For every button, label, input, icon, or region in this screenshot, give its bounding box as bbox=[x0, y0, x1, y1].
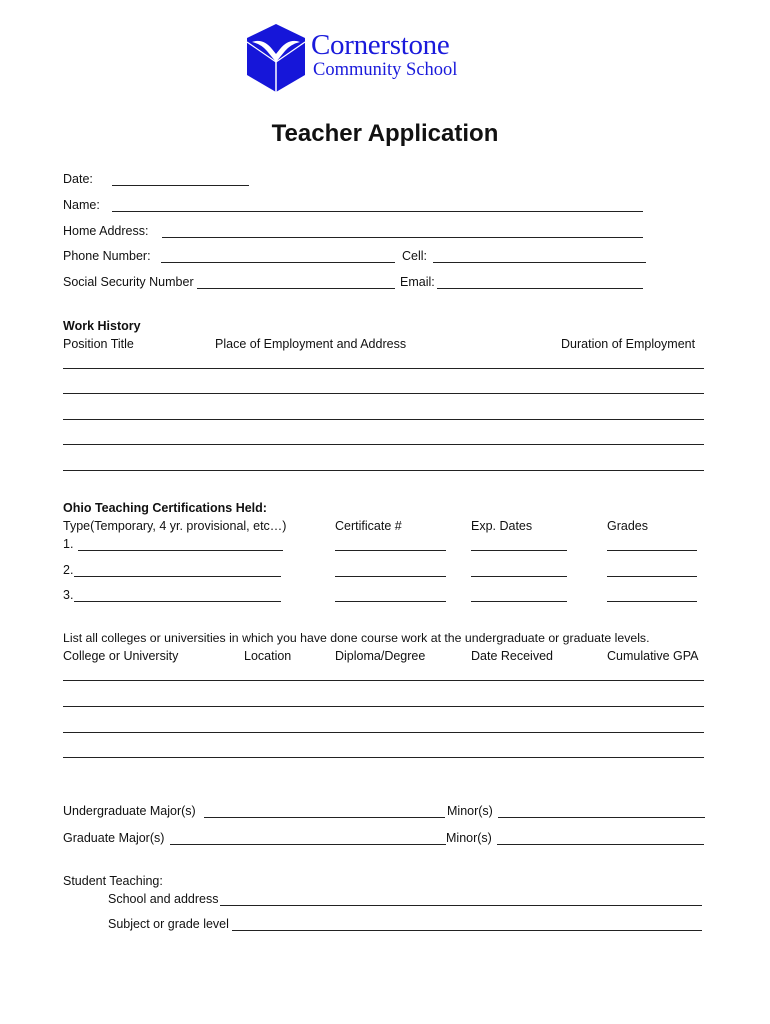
work-history-heading: Work History bbox=[63, 319, 141, 333]
home-address-label: Home Address: bbox=[63, 224, 149, 238]
cert-type-field[interactable] bbox=[74, 601, 281, 602]
cell-label: Cell: bbox=[402, 249, 428, 263]
work-history-line[interactable] bbox=[63, 419, 704, 420]
logo-name-line2: Community School bbox=[313, 60, 458, 80]
undergrad-major-label: Undergraduate Major(s) bbox=[63, 804, 196, 818]
grad-minor-field[interactable] bbox=[497, 844, 704, 845]
cert-grades-field[interactable] bbox=[607, 601, 697, 602]
grad-major-field[interactable] bbox=[170, 844, 446, 845]
column-header: Date Received bbox=[471, 649, 553, 663]
column-header: Location bbox=[244, 649, 292, 663]
cert-grades-field[interactable] bbox=[607, 550, 697, 551]
column-header: Place of Employment and Address bbox=[215, 337, 407, 351]
student-teaching-heading: Student Teaching: bbox=[63, 874, 163, 888]
ssn-label: Social Security Number bbox=[63, 275, 194, 289]
phone-field[interactable] bbox=[161, 262, 395, 263]
date-label: Date: bbox=[63, 172, 93, 186]
work-history-line[interactable] bbox=[63, 470, 704, 471]
page-title: Teacher Application bbox=[271, 120, 499, 147]
education-line[interactable] bbox=[63, 757, 704, 758]
cert-exp-field[interactable] bbox=[471, 576, 567, 577]
cube-logo-icon bbox=[247, 24, 305, 92]
undergrad-major-field[interactable] bbox=[204, 817, 445, 818]
certifications-heading: Ohio Teaching Certifications Held: bbox=[63, 501, 267, 515]
grad-minor-label: Minor(s) bbox=[446, 831, 492, 845]
logo-name-line1: Cornerstone bbox=[311, 29, 450, 61]
email-label: Email: bbox=[400, 275, 435, 289]
education-line[interactable] bbox=[63, 680, 704, 681]
cert-exp-field[interactable] bbox=[471, 550, 567, 551]
column-header: Position Title bbox=[63, 337, 134, 351]
work-history-line[interactable] bbox=[63, 368, 704, 369]
grad-major-label: Graduate Major(s) bbox=[63, 831, 165, 845]
phone-label: Phone Number: bbox=[63, 249, 151, 263]
cert-row-number: 2. bbox=[63, 563, 74, 577]
work-history-line[interactable] bbox=[63, 393, 704, 394]
subject-grade-label: Subject or grade level bbox=[108, 917, 229, 931]
cert-grades-field[interactable] bbox=[607, 576, 697, 577]
column-header: Grades bbox=[607, 519, 648, 533]
name-label: Name: bbox=[63, 198, 100, 212]
email-field[interactable] bbox=[437, 288, 643, 289]
column-header: Cumulative GPA bbox=[607, 649, 699, 663]
cert-row-number: 1. bbox=[63, 537, 74, 551]
cert-number-field[interactable] bbox=[335, 550, 446, 551]
education-line[interactable] bbox=[63, 732, 704, 733]
ssn-field[interactable] bbox=[197, 288, 395, 289]
work-history-line[interactable] bbox=[63, 444, 704, 445]
column-header: Type(Temporary, 4 yr. provisional, etc…) bbox=[63, 519, 287, 533]
cell-field[interactable] bbox=[433, 262, 646, 263]
column-header: Exp. Dates bbox=[471, 519, 533, 533]
date-field[interactable] bbox=[112, 185, 249, 186]
cert-type-field[interactable] bbox=[78, 550, 283, 551]
school-address-field[interactable] bbox=[220, 905, 702, 906]
school-address-label: School and address bbox=[108, 892, 219, 906]
column-header: Duration of Employment bbox=[561, 337, 696, 351]
column-header: College or University bbox=[63, 649, 179, 663]
cert-row-number: 3. bbox=[63, 588, 74, 602]
education-line[interactable] bbox=[63, 706, 704, 707]
cert-type-field[interactable] bbox=[74, 576, 281, 577]
column-header: Certificate # bbox=[335, 519, 402, 533]
education-instruction: List all colleges or universities in which you have done course work at the undergraduate or graduate levels. bbox=[63, 631, 650, 645]
subject-grade-field[interactable] bbox=[232, 930, 702, 931]
column-header: Diploma/Degree bbox=[335, 649, 426, 663]
undergrad-minor-label: Minor(s) bbox=[447, 804, 493, 818]
name-field[interactable] bbox=[112, 211, 643, 212]
cert-number-field[interactable] bbox=[335, 576, 446, 577]
cert-exp-field[interactable] bbox=[471, 601, 567, 602]
cert-number-field[interactable] bbox=[335, 601, 446, 602]
undergrad-minor-field[interactable] bbox=[498, 817, 705, 818]
home-address-field[interactable] bbox=[162, 237, 643, 238]
